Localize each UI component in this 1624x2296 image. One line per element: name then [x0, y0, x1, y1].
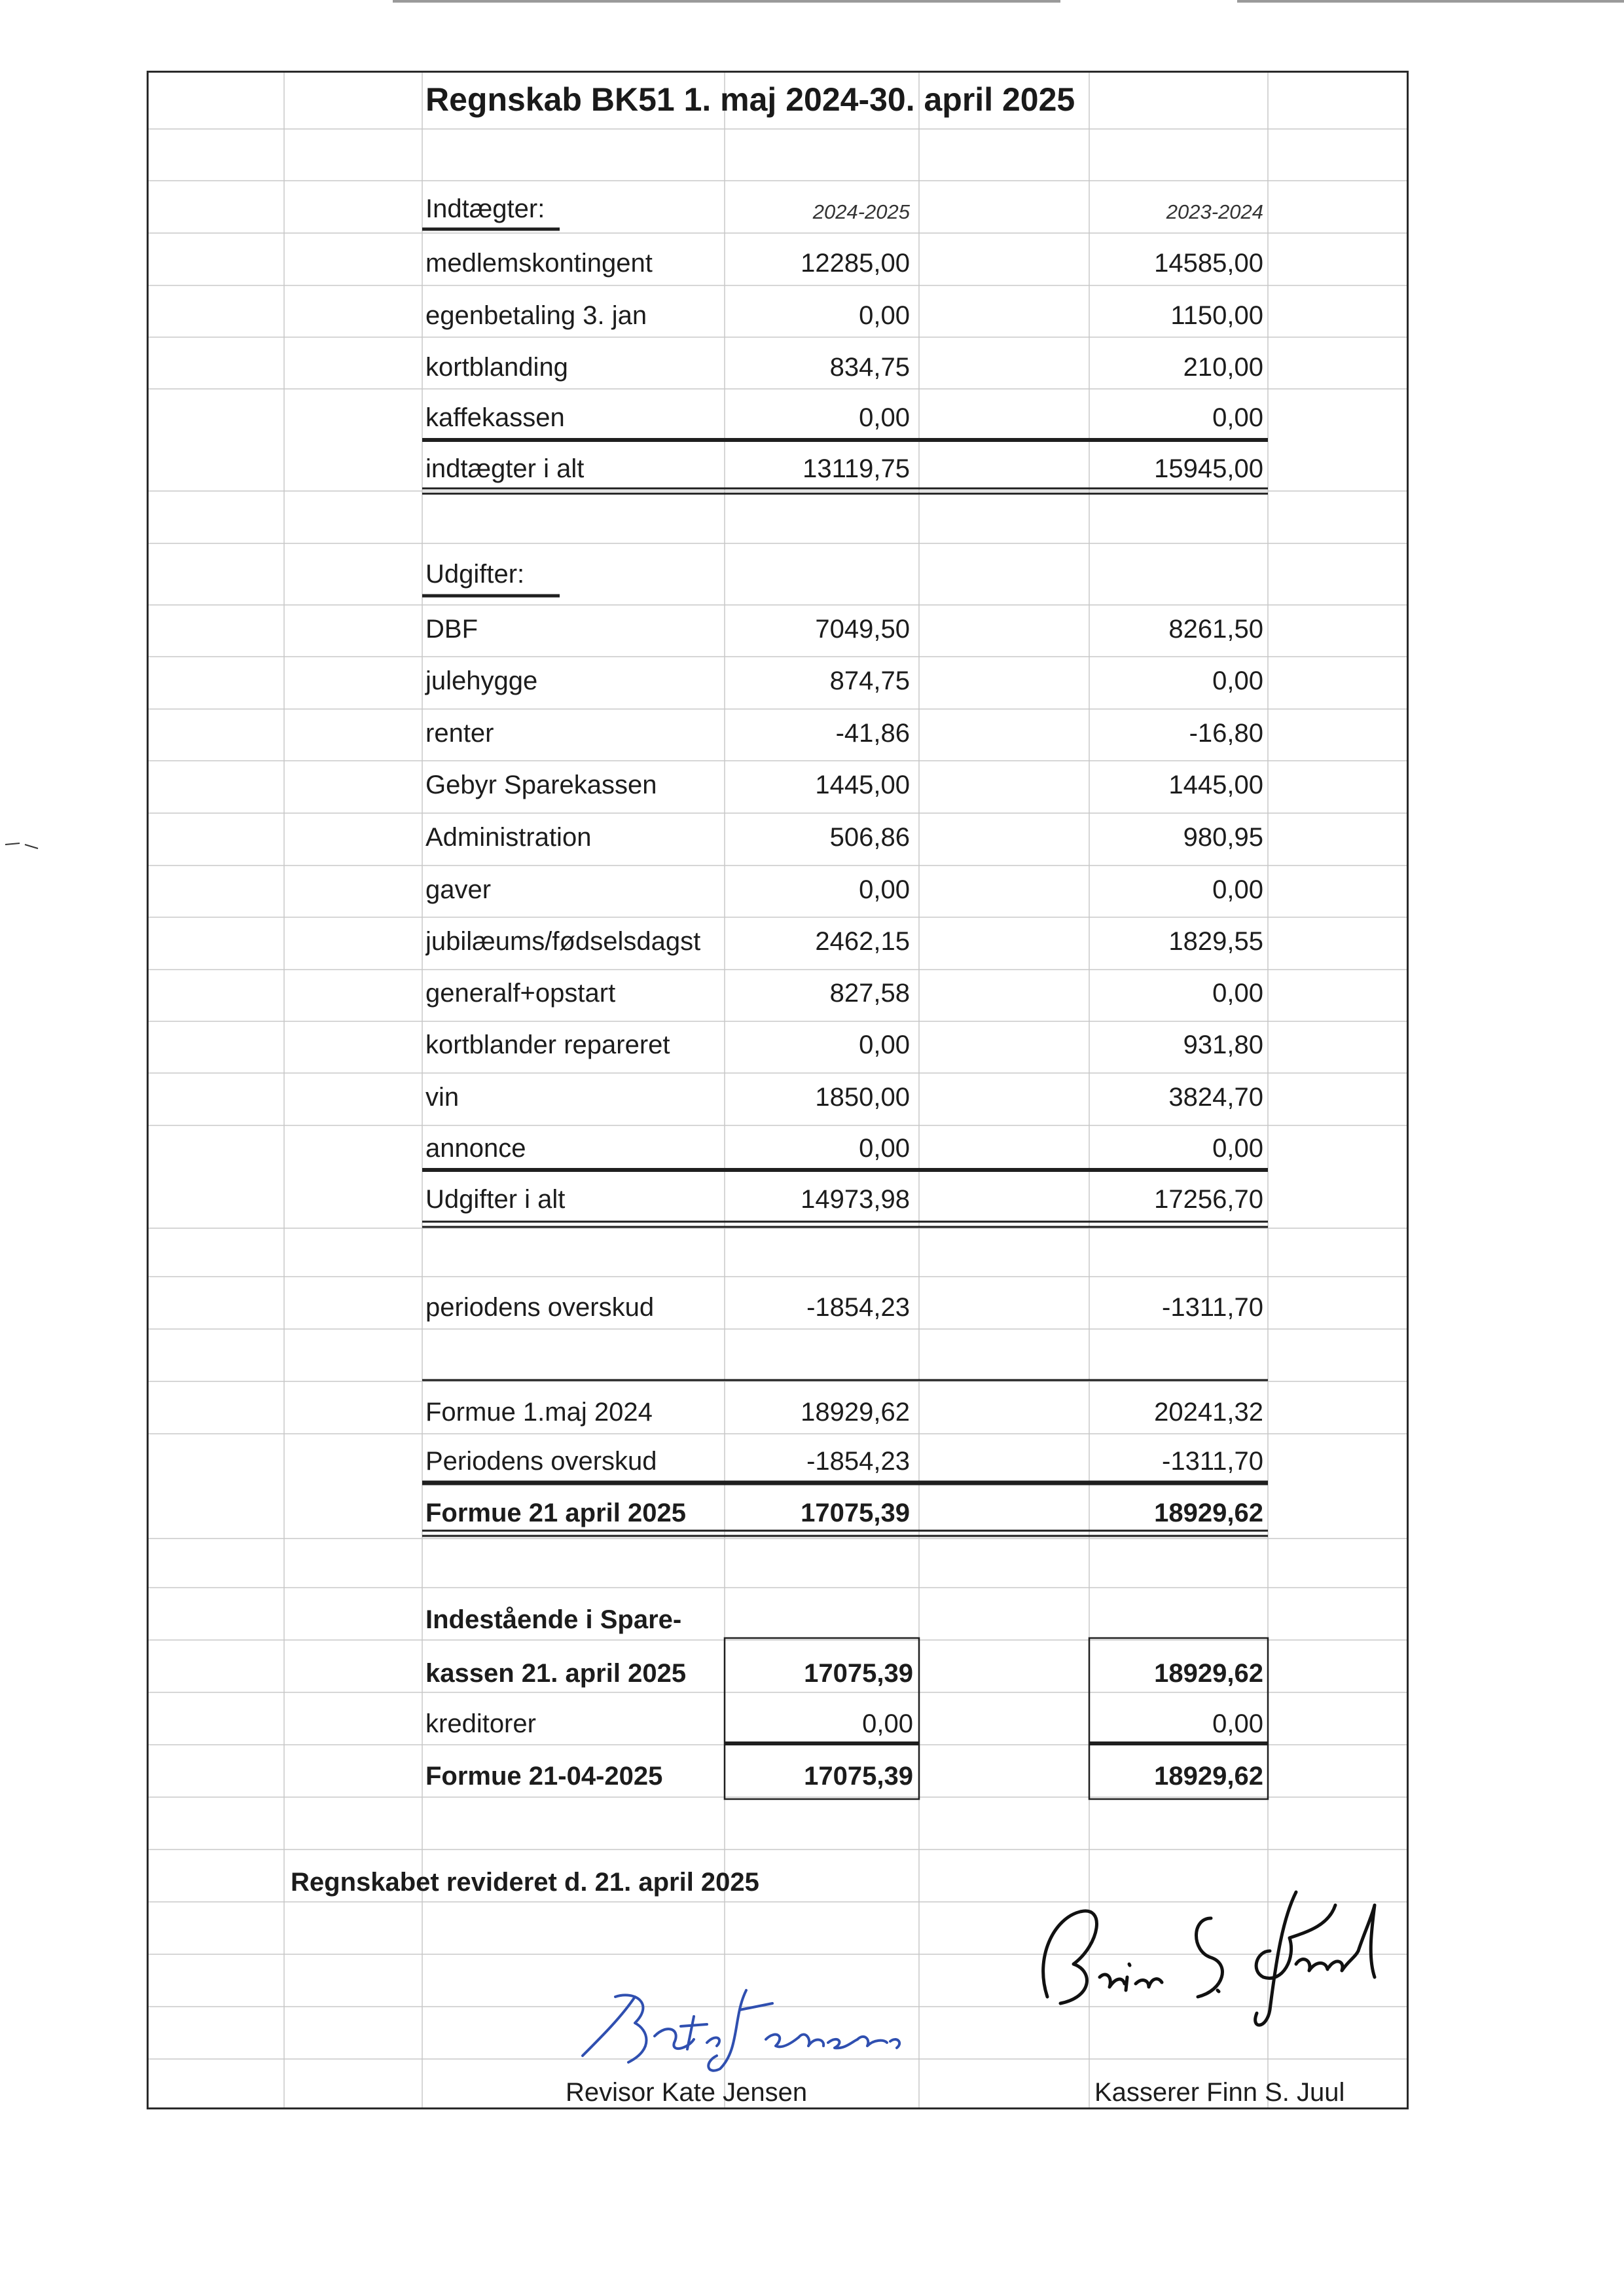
- bank-label-line2: kassen 21. april 2025: [425, 1659, 687, 1688]
- income-row-label: kortblanding: [425, 353, 568, 382]
- expense-row-previous: 0,00: [1212, 666, 1263, 695]
- final-wealth-previous: 18929,62: [1154, 1762, 1263, 1791]
- expense-row-previous: 931,80: [1183, 1030, 1263, 1059]
- expenses-total-label: Udgifter i alt: [425, 1185, 566, 1214]
- wealth-start-previous: 20241,32: [1154, 1398, 1263, 1427]
- expense-row-current: 827,58: [829, 979, 910, 1008]
- expense-row-current: -41,86: [835, 719, 910, 748]
- bank-current: 17075,39: [804, 1659, 913, 1688]
- expense-row-label: gaver: [425, 875, 492, 904]
- expense-row-label: julehygge: [425, 666, 538, 695]
- bank-label-line1: Indestående i Spare-: [425, 1605, 682, 1634]
- expense-row-previous: 0,00: [1212, 1134, 1263, 1163]
- income-row-label: medlemskontingent: [425, 249, 653, 278]
- wealth-end-previous: 18929,62: [1154, 1499, 1263, 1527]
- creditors-current: 0,00: [862, 1709, 913, 1738]
- surplus-current: -1854,23: [806, 1293, 910, 1322]
- expense-row-previous: 1829,55: [1168, 927, 1263, 956]
- expense-row-label: kortblander repareret: [425, 1030, 670, 1059]
- expenses-heading: Udgifter:: [425, 560, 525, 589]
- income-row-previous: 14585,00: [1154, 249, 1263, 278]
- period-previous-header: 2023-2024: [1166, 200, 1263, 223]
- wealth-start-label: Formue 1.maj 2024: [425, 1398, 653, 1427]
- expense-row-label: Gebyr Sparekassen: [425, 771, 657, 799]
- expense-row-label: annonce: [425, 1134, 526, 1163]
- page-title: Regnskab BK51 1. maj 2024-30. april 2025: [425, 81, 1075, 118]
- income-total-current: 13119,75: [803, 454, 910, 483]
- income-heading: Indtægter:: [425, 194, 545, 223]
- expense-row-label: DBF: [425, 615, 478, 644]
- period-current-header: 2024-2025: [812, 200, 910, 223]
- wealth-surplus-current: -1854,23: [806, 1447, 910, 1476]
- expenses-total-current: 14973,98: [801, 1185, 910, 1214]
- expense-row-previous: 0,00: [1212, 979, 1263, 1008]
- income-row-current: 0,00: [859, 301, 910, 330]
- expense-row-previous: 980,95: [1183, 823, 1263, 852]
- expense-row-current: 874,75: [829, 666, 910, 695]
- expense-row-current: 2462,15: [815, 927, 910, 956]
- expense-row-label: generalf+opstart: [425, 979, 616, 1008]
- expense-row-previous: 8261,50: [1168, 615, 1263, 644]
- income-total-previous: 15945,00: [1154, 454, 1263, 483]
- creditors-previous: 0,00: [1212, 1709, 1263, 1738]
- income-row-previous: 210,00: [1183, 353, 1263, 382]
- expense-row-current: 0,00: [859, 1030, 910, 1059]
- wealth-start-current: 18929,62: [801, 1398, 910, 1427]
- income-row-previous: 0,00: [1212, 403, 1263, 432]
- audit-note: Regnskabet revideret d. 21. april 2025: [291, 1868, 759, 1897]
- expense-row-previous: 0,00: [1212, 875, 1263, 904]
- expense-row-current: 0,00: [859, 1134, 910, 1163]
- surplus-previous: -1311,70: [1162, 1293, 1263, 1322]
- income-row-current: 12285,00: [801, 249, 910, 278]
- income-total-label: indtægter i alt: [425, 454, 585, 483]
- expense-row-label: renter: [425, 719, 494, 748]
- expense-row-previous: -16,80: [1189, 719, 1263, 748]
- creditors-label: kreditorer: [425, 1709, 536, 1738]
- expense-row-label: vin: [425, 1083, 460, 1112]
- expense-row-current: 1850,00: [815, 1083, 910, 1112]
- income-row-label: egenbetaling 3. jan: [425, 301, 647, 330]
- expenses-total-previous: 17256,70: [1154, 1185, 1263, 1214]
- income-row-previous: 1150,00: [1170, 301, 1263, 330]
- surplus-label: periodens overskud: [425, 1293, 655, 1322]
- expense-row-current: 506,86: [829, 823, 910, 852]
- final-wealth-current: 17075,39: [804, 1762, 913, 1791]
- wealth-surplus-label: Periodens overskud: [425, 1447, 657, 1476]
- auditor-signature: [576, 1977, 929, 2075]
- income-row-label: kaffekassen: [425, 403, 565, 432]
- expense-row-current: 0,00: [859, 875, 910, 904]
- expense-row-current: 1445,00: [815, 771, 910, 799]
- expense-row-label: Administration: [425, 823, 592, 852]
- wealth-end-label: Formue 21 april 2025: [425, 1499, 686, 1527]
- expense-row-previous: 3824,70: [1168, 1083, 1263, 1112]
- income-row-current: 0,00: [859, 403, 910, 432]
- treasurer-signature: [1021, 1879, 1394, 2043]
- final-wealth-label: Formue 21-04-2025: [425, 1762, 663, 1791]
- expense-row-current: 7049,50: [815, 615, 910, 644]
- expense-row-previous: 1445,00: [1168, 771, 1263, 799]
- bank-previous: 18929,62: [1154, 1659, 1263, 1688]
- wealth-surplus-previous: -1311,70: [1162, 1447, 1263, 1476]
- income-row-current: 834,75: [829, 353, 910, 382]
- treasurer-name: Kasserer Finn S. Juul: [1094, 2078, 1345, 2107]
- wealth-end-current: 17075,39: [801, 1499, 910, 1527]
- expense-row-label: jubilæums/fødselsdagst: [425, 927, 701, 956]
- auditor-name: Revisor Kate Jensen: [566, 2078, 808, 2107]
